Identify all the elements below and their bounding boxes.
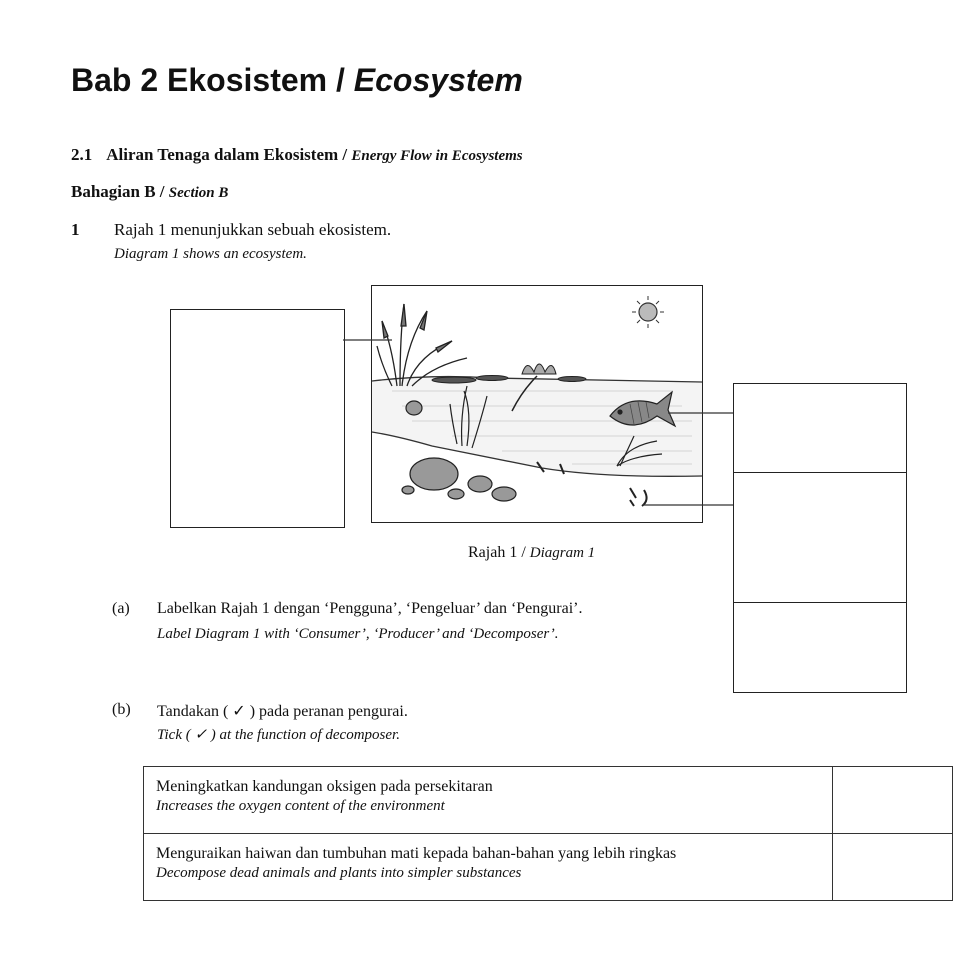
- section-title-ms: Aliran Tenaga dalam Ekosistem /: [106, 145, 352, 164]
- statement-cell: [144, 767, 833, 834]
- part-b-label: (b): [112, 701, 131, 718]
- ecosystem-diagram: [371, 285, 703, 523]
- page-title: [71, 62, 523, 99]
- answer-box-extra[interactable]: [733, 602, 907, 693]
- tick-box[interactable]: [833, 834, 953, 901]
- table-row: [144, 767, 953, 834]
- answer-box-decomposer[interactable]: [733, 472, 907, 604]
- section-heading: [71, 145, 523, 165]
- section-number: 2.1: [71, 145, 93, 164]
- statement-cell: [144, 834, 833, 901]
- part-heading: [71, 182, 228, 202]
- tick-box[interactable]: [833, 767, 953, 834]
- caption-en: Diagram 1: [529, 545, 596, 561]
- statement-en: Increases the oxygen content of the environment: [156, 798, 445, 814]
- tick-table: [143, 766, 953, 901]
- part-b-text-en: Tick ( ✓ ) at the function of decomposer.: [157, 727, 400, 743]
- question-text-en: Diagram 1 shows an ecosystem.: [114, 246, 307, 262]
- caption-ms: Rajah 1 /: [468, 544, 530, 561]
- part-a-label: (a): [112, 600, 130, 617]
- part-b-text-ms: Tandakan ( ✓ ) pada peranan pengurai.: [157, 703, 408, 720]
- statement-en: Decompose dead animals and plants into simpler substances: [156, 865, 522, 881]
- sun-icon: [632, 296, 664, 328]
- part-ms: Bahagian B /: [71, 182, 169, 201]
- statement-ms: Meningkatkan kandungan oksigen pada persekitaran: [156, 778, 493, 795]
- ecosystem-illustration: [372, 286, 702, 522]
- table-row: [144, 834, 953, 901]
- part-a-text-en: Label Diagram 1 with ‘Consumer’, ‘Producer’ and ‘Decomposer’.: [157, 626, 559, 642]
- answer-box-producer[interactable]: [170, 309, 345, 528]
- reed-plants: [377, 304, 467, 386]
- title-ms: Bab 2 Ekosistem /: [71, 62, 354, 98]
- diagram-caption: [468, 544, 595, 562]
- part-a-text-ms: Labelkan Rajah 1 dengan ‘Pengguna’, ‘Pengeluar’ dan ‘Pengurai’.: [157, 600, 583, 617]
- statement-ms: Menguraikan haiwan dan tumbuhan mati kepada bahan-bahan yang lebih ringkas: [156, 845, 677, 862]
- question-number: 1: [71, 220, 80, 239]
- question-text-ms: Rajah 1 menunjukkan sebuah ekosistem.: [114, 220, 392, 239]
- title-en: Ecosystem: [353, 62, 523, 98]
- part-en: Section B: [168, 185, 229, 201]
- section-title-en: Energy Flow in Ecosystems: [351, 148, 523, 164]
- answer-box-consumer[interactable]: [733, 383, 907, 474]
